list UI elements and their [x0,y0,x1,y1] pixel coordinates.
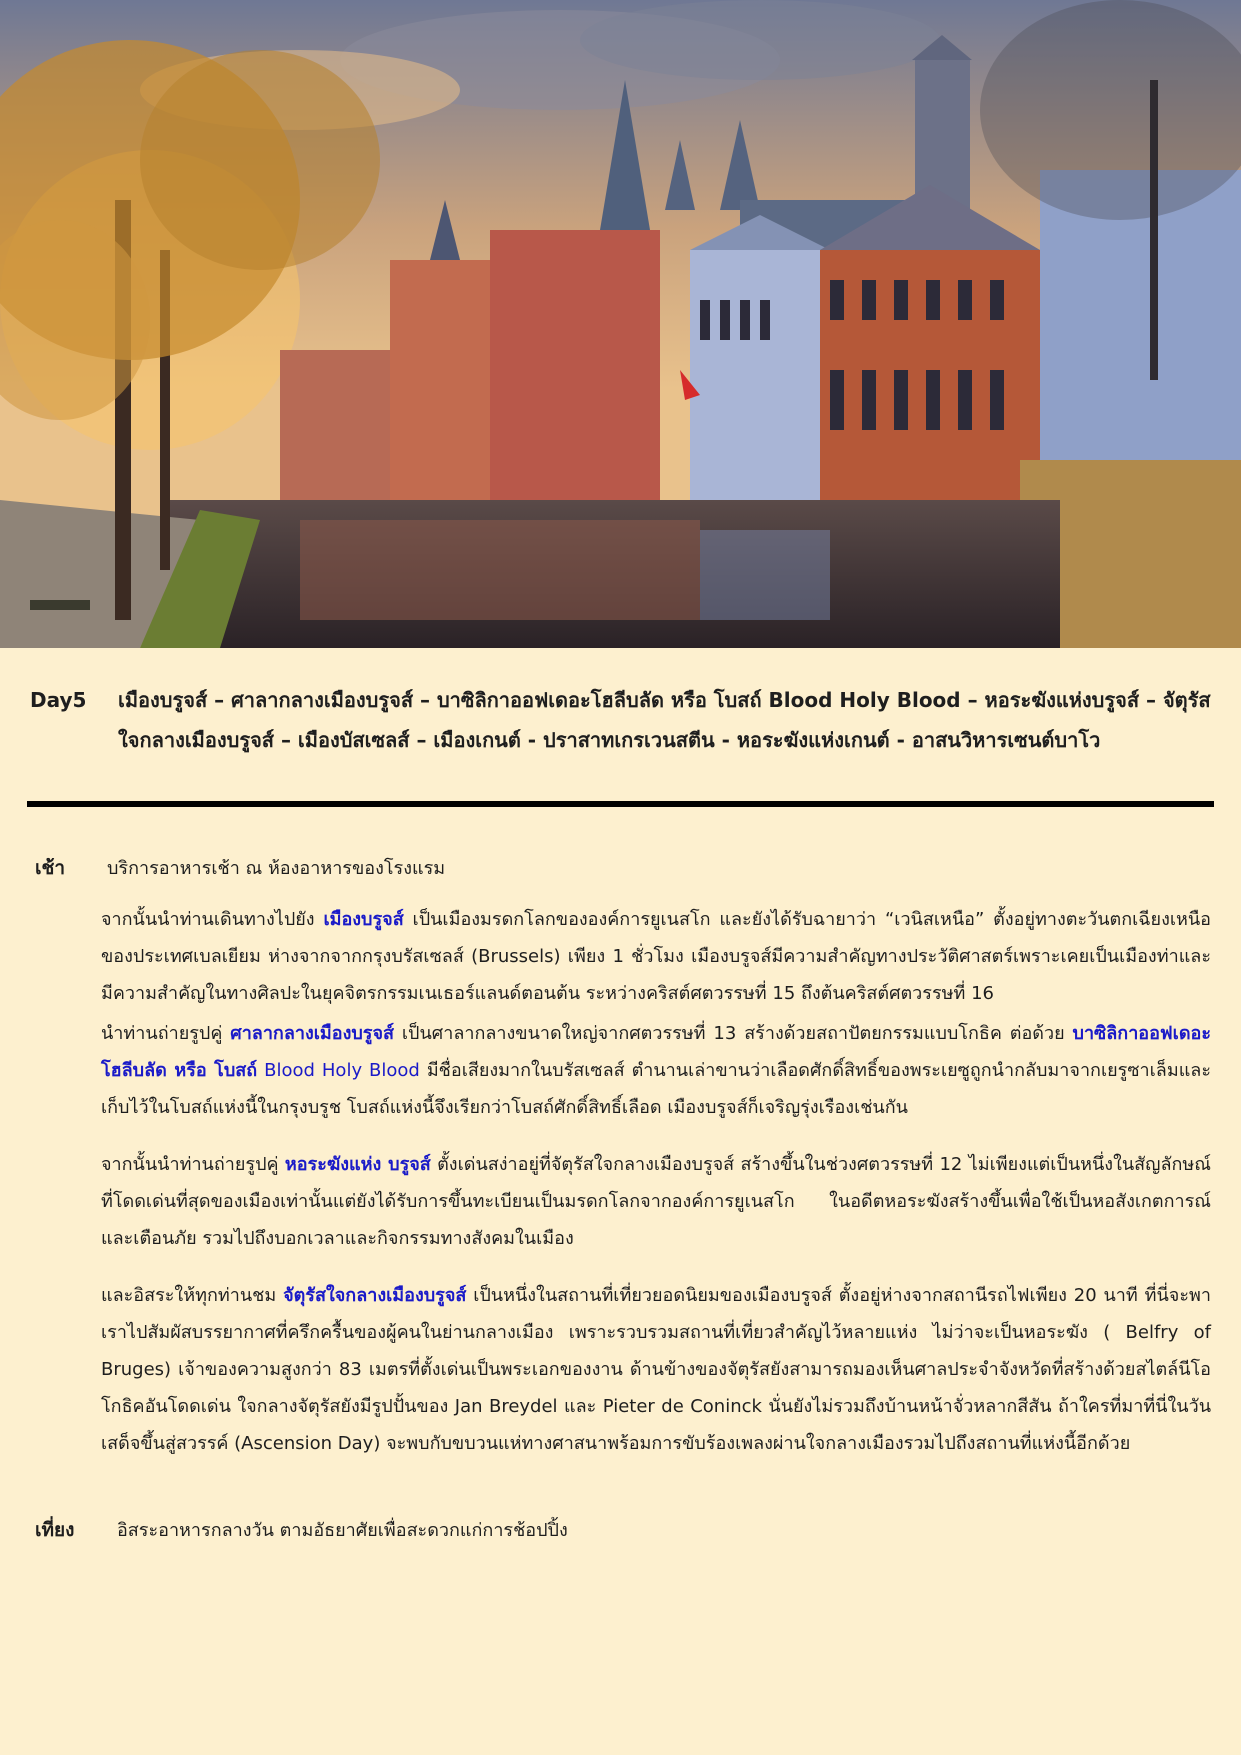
highlight-belfry: หอระฆังแห่ง บรูจส์ [284,1154,431,1175]
breakfast-text: บริการอาหารเช้า ณ ห้องอาหารของโรงแรม [107,858,446,879]
text: เป็นเมืองมรดกโลกขององค์การยูเนสโก และยังได้รับฉายาว่า “เวนิสเหนือ” ตั้งอยู่ทางตะวันตกเฉียงเหนือของประเทศเบลเยียม ห่างจากจากกรุงบรัสเซลส์ (Brussels) เพียง 1 ชั่วโมง เมืองบรูจส์มีความสำคัญทางประวัติศาสตร์เพราะเคยเป็นเมืองท่าและมีความสำคัญในทางศิลปะในยุคจิตรกรรมเนเธอร์แลนด์ตอนต้น ระหว่างคริสต์ศตวรรษที่ 15 ถึงต้นคริสต์ศตวรรษที่ 16 [101,909,1211,1004]
text: ตั้งเด่นสง่าอยู่ที่จัตุรัสใจกลางเมืองบรูจส์ สร้างขึ้นในช่วงศตวรรษที่ 12 ไม่เพียงแต่เป็นหนึ่งในสัญลักษณ์ที่โดดเด่นที่สุดของเมืองเท่านั้นแต่ยังได้รับการขึ้นทะเบียนเป็นมรดกโลกจากองค์การยูเนสโก ในอดีตหอระฆังสร้างขึ้นเพื่อใช้เป็นหอสังเกตการณ์และเตือนภัย รวมไปถึงบอกเวลาและกิจกรรมทางสังคมในเมือง [101,1154,1212,1249]
highlight-blood: Blood Holy Blood [257,1060,420,1081]
text: จากนั้นนำท่านเดินทางไปยัง [101,909,324,930]
highlight-town-hall: ศาลากลางเมืองบรูจส์ [230,1023,395,1044]
text: มีชื่อเสียงมากในบรัสเซลส์ ตำนานเล่าขานว่าเลือดศักดิ์สิทธิ์ของพระเยซูถูกนำกลับมาจากเยรูซาเล็มและเก็บไว้ในโบสถ์แห่งนี้ในกรุงบรูช โบสถ์แห่งนี้จึงเรียกว่าโบสถ์ศักดิ์สิทธิ์เลือด เมืองบรูจส์ก็เจริญรุ่งเรืองเช่นกัน [101,1060,1211,1118]
text: นำท่านถ่ายรูปคู่ [101,1023,231,1044]
paragraph-bruges [101,901,1211,1012]
day-label: Day5 [30,688,87,712]
text: จากนั้นนำท่านถ่ายรูปคู่ [101,1154,285,1175]
paragraph-square [101,1277,1211,1462]
day-title: เมืองบรูจส์ – ศาลากลางเมืองบรูจส์ – บาซิลิกาออฟเดอะโฮลีบลัด หรือ โบสถ์ Blood Holy Blood – หอระฆังแห่งบรูจส์ – จัตุรัสใจกลางเมืองบรูจส์ – เมืองบัสเซลส์ – เมืองเกนต์ - ปราสาทเกรเวนสตีน - หอระฆังแห่งเกนต์ - อาสนวิหารเซนต์บาโว [118,688,1211,752]
lunch-text: อิสระอาหารกลางวัน ตามอัธยาศัยเพื่อสะดวกแก่การช้อปปิ้ง [117,1520,568,1541]
lunch-label: เที่ยง [35,1519,75,1541]
text: เป็นศาลากลางขนาดใหญ่จากศตวรรษที่ 13 สร้างด้วยสถาปัตยกรรมแบบโกธิค ต่อด้วย [394,1023,1073,1044]
divider [27,801,1214,807]
text: เป็นหนึ่งในสถานที่เที่ยวยอดนิยมของเมืองบรูจส์ ตั้งอยู่ห่างจากสถานีรถไฟเพียง 20 นาที ที่นี่จะพาเราไปสัมผัสบรรยากาศที่ครึกครื้นของผู้คนในย่านกลางเมือง เพราะรวบรวมสถานที่เที่ยวสำคัญไว้หลายแห่ง ไม่ว่าจะเป็นหอระฆัง ( Belfry of Bruges) เจ้าของความสูงกว่า 83 เมตรที่ตั้งเด่นเป็นพระเอกของงาน ด้านข้างของจัตุรัสยังสามารถมองเห็นศาลประจำจังหวัดที่สร้างด้วยสไตล์นีโอโกธิคอันโดดเด่น ใจกลางจัตุรัสยังมีรูปปั้นของ Jan Breydel และ Pieter de Coninck นั่นยังไม่รวมถึงบ้านหน้าจั่วหลากสีสัน ถ้าใครที่มาที่นี่ในวันเสด็จขึ้นสู่สวรรค์ (Ascension Day) จะพบกับขบวนแห่ทางศาสนาพร้อมการขับร้องเพลงผ่านใจกลางเมืองรวมไปถึงสถานที่แห่งนี้อีกด้วย [101,1285,1211,1454]
text: และอิสระให้ทุกท่านชม [101,1285,284,1306]
canal-city-photo-icon [0,0,1241,648]
paragraph-belfry [101,1146,1211,1257]
breakfast-label: เช้า [35,857,66,879]
highlight-square: จัตุรัสใจกลางเมืองบรูจส์ [283,1285,467,1306]
hero-photo [0,0,1241,648]
highlight-bruges: เมืองบรูจส์ [323,909,404,930]
paragraph-town-hall [101,1015,1211,1126]
highlight-basilica: บาซิลิกาออฟเดอะโฮลีบลัด หรือ โบสถ์ [101,1023,1211,1081]
